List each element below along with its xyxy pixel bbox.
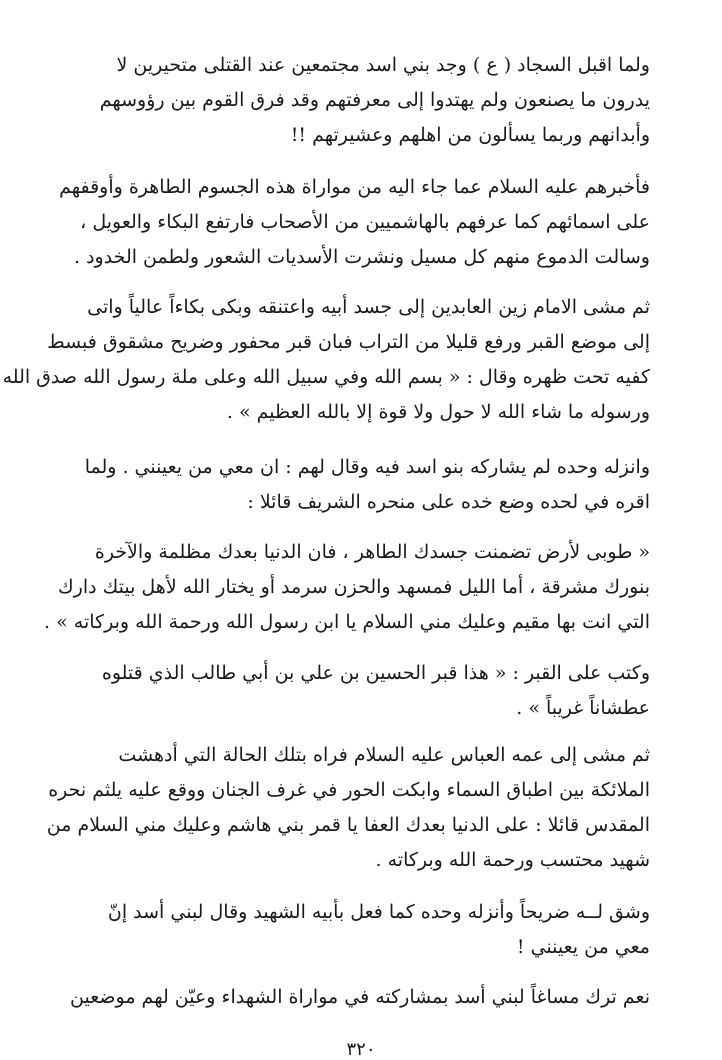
text-line: شهيد محتسب ورحمة الله وبركاته .: [375, 849, 650, 871]
text-line: وسالت الدموع منهم كل مسيل ونشرت الأسديات الشعور ولطمن الخدود .: [73, 246, 650, 268]
text-line: ورسوله ما شاء الله لا حول ولا قوة إلا بالله العظيم » .: [226, 401, 650, 423]
paragraph-5: [44, 535, 650, 640]
text-line: اقره في لحده وضع خده على منحره الشريف قائلا :: [247, 491, 650, 513]
paragraph-3: [2, 290, 650, 430]
text-line: ثم مشى الامام زين العابدين إلى جسد أبيه واعتنقه وبكى بكاءاً عالياً واتى: [87, 296, 650, 318]
text-line: إلى موضع القبر ورفع قليلا من التراب فبان قبر محفور وضريح مشقوق فبسط: [47, 331, 650, 353]
paragraph-9: [72, 980, 650, 1015]
paragraph-6: [72, 656, 650, 726]
paragraph-8: [72, 895, 650, 965]
paragraph-7: [46, 738, 650, 878]
text-line: « طوبى لأرض تضمنت جسدك الطاهر ، فان الدنيا بعدك مظلمة والآخرة: [94, 541, 650, 563]
text-line: معي من يعينني !: [516, 936, 650, 958]
text-line: وشق لــه ضريحاً وأنزله وحده كما فعل بأبيه الشهيد وقال لبني أسد إنّ: [107, 901, 650, 923]
paragraph-2: [59, 170, 650, 275]
text-line: وكتب على القبر : « هذا قبر الحسين بن علي بن أبي طالب الذي قتلوه: [101, 662, 650, 684]
text-line: التي انت بها مقيم وعليك مني السلام يا ابن رسول الله ورحمة الله وبركاته » .: [44, 611, 650, 633]
text-line: يدرون ما يصنعون ولم يهتدوا إلى معرفتهم وقد فرق القوم بين رؤوسهم: [99, 89, 650, 111]
text-line: نعم ترك مساغاً لبني أسد بمشاركته في مواراة الشهداء وعيّن لهم موضعين: [70, 986, 650, 1008]
page-number: ٣٢٠: [346, 1039, 376, 1060]
text-line: ثم مشى إلى عمه العباس عليه السلام فراه بتلك الحالة التي أدهشت: [118, 744, 650, 766]
text-line: الملائكة بين اطباق السماء وابكت الحور في غرف الجنان ووقع عليه يلثم نحره: [48, 779, 650, 801]
text-line: ولما اقبل السجاد ( ع ) وجد بني اسد مجتمعين عند القتلى متحيرين لا: [116, 54, 650, 76]
text-line: وانزله وحده لم يشاركه بنو اسد فيه وقال لهم : ان معي من يعينني . ولما: [84, 456, 650, 478]
text-line: عطشاناً غريباً » .: [516, 697, 650, 719]
text-line: وأبدانهم وربما يسألون من اهلهم وعشيرتهم !!: [290, 124, 650, 146]
paragraph-4: [72, 450, 650, 520]
text-line: المقدس قائلا : على الدنيا بعدك العفا يا قمر بني هاشم وعليك مني السلام من: [46, 814, 650, 836]
text-line: بنورك مشرقة ، أما الليل فمسهد والحزن سرمد أو يختار الله لأهل بيتك دارك: [57, 576, 650, 598]
text-line: كفيه تحت ظهره وقال : « بسم الله وفي سبيل الله وعلى ملة رسول الله صدق الله: [2, 366, 650, 388]
paragraph-1: [72, 48, 650, 153]
text-line: فأخبرهم عليه السلام عما جاء اليه من مواراة هذه الجسوم الطاهرة وأوقفهم: [59, 176, 650, 198]
text-line: على اسمائهم كما عرفهم بالهاشميين من الأصحاب فارتفع البكاء والعويل ،: [80, 211, 650, 233]
